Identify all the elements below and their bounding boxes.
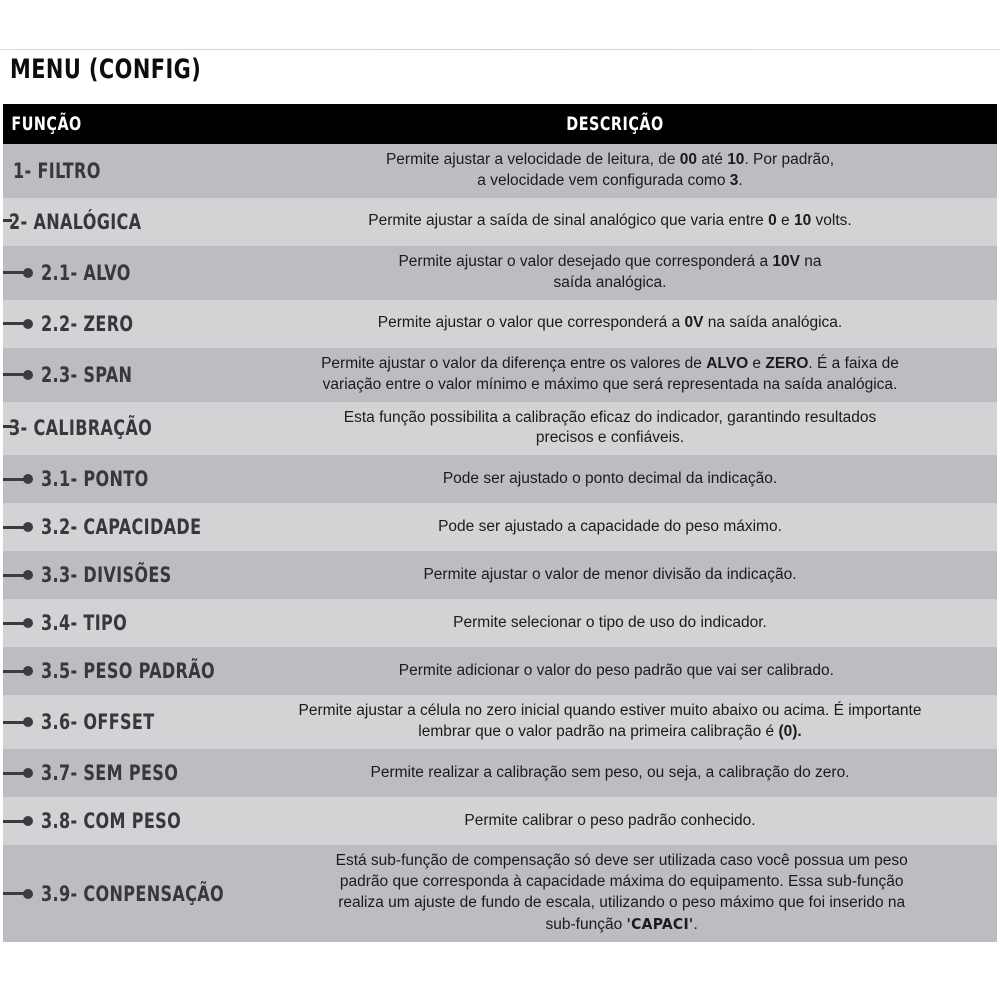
bullet-dot-icon	[23, 268, 33, 278]
function-cell	[3, 210, 233, 234]
function-cell	[3, 467, 233, 491]
table-row	[3, 455, 997, 503]
line-dot-bullet-icon	[3, 370, 37, 380]
function-code-label: 2.3- SPAN	[41, 362, 133, 387]
bullet-dot-icon	[23, 816, 33, 826]
table-header-row	[3, 104, 997, 144]
bullet-dot-icon	[23, 768, 33, 778]
description-cell: Permite ajustar o valor que corresponderá a 0V na saída analógica.	[377, 314, 843, 332]
function-code-label: 1- FILTRO	[13, 158, 101, 183]
function-cell	[3, 809, 233, 833]
description-cell: Permite ajustar o valor da diferença entre os valores de ALVO e ZERO. É a faixa de variação entre o valor mínimo e máximo que será representada na saída analógica.	[321, 354, 899, 393]
table-row	[3, 246, 997, 300]
function-code-label: 3.5- PESO PADRÃO	[41, 659, 216, 684]
top-divider	[0, 49, 1000, 50]
line-dot-bullet-icon	[3, 717, 37, 727]
line-dot-bullet-icon	[3, 522, 37, 532]
function-code-label: 3.7- SEM PESO	[41, 761, 179, 786]
function-code-label: 2- ANALÓGICA	[9, 209, 142, 234]
description-cell: Permite realizar a calibração sem peso, ou seja, a calibração do zero.	[370, 763, 850, 781]
description-cell: Permite calibrar o peso padrão conhecido.	[464, 811, 756, 829]
line-dot-bullet-icon	[3, 768, 37, 778]
description-cell: Permite adicionar o valor do peso padrão que vai ser calibrado.	[398, 661, 834, 679]
description-cell: Pode ser ajustado o ponto decimal da indicação.	[442, 469, 778, 487]
table-row	[3, 647, 997, 695]
function-cell	[3, 710, 233, 734]
bullet-dot-icon	[23, 474, 33, 484]
config-menu-table	[3, 104, 997, 942]
function-cell	[3, 312, 233, 336]
function-cell	[3, 515, 233, 539]
page-title: MENU (CONFIG)	[10, 54, 202, 85]
line-dot-bullet-icon	[3, 666, 37, 676]
function-code-label: 2.2- ZERO	[41, 311, 134, 336]
table-row	[3, 551, 997, 599]
table-row	[3, 749, 997, 797]
line-dot-bullet-icon	[3, 319, 37, 329]
table-row	[3, 797, 997, 845]
table-row	[3, 599, 997, 647]
function-code-label: 3.2- CAPACIDADE	[41, 515, 202, 540]
description-cell: Permite selecionar o tipo de uso do indicador.	[453, 613, 767, 631]
function-cell	[3, 882, 256, 906]
function-cell	[3, 761, 233, 785]
line-dot-bullet-icon	[3, 570, 37, 580]
function-code-label: 3.4- TIPO	[41, 611, 128, 636]
bullet-dot-icon	[23, 522, 33, 532]
function-cell	[3, 261, 233, 285]
description-cell: Permite ajustar a célula no zero inicial quando estiver muito abaixo ou acima. É importante lembrar que o valor padrão na primeira calibração é (0).	[298, 702, 922, 741]
bullet-dot-icon	[23, 717, 33, 727]
function-code-label: 2.1- ALVO	[41, 260, 131, 285]
table-row	[3, 503, 997, 551]
table-row	[3, 300, 997, 348]
description-cell: Permite ajustar a saída de sinal analógico que varia entre 0 e 10 volts.	[368, 212, 852, 230]
bullet-dot-icon	[23, 666, 33, 676]
table-row	[3, 198, 997, 246]
description-cell: Permite ajustar o valor desejado que corresponderá a 10V na saída analógica.	[398, 252, 822, 291]
function-cell	[3, 611, 233, 635]
table-row	[3, 348, 997, 402]
function-cell	[3, 363, 233, 387]
function-code-label: 3.3- DIVISÕES	[41, 563, 172, 588]
column-header-description: DESCRIÇÃO	[566, 113, 664, 135]
description-cell: Permite ajustar o valor de menor divisão da indicação.	[423, 565, 797, 583]
bullet-dot-icon	[23, 370, 33, 380]
line-dot-bullet-icon	[3, 474, 37, 484]
bullet-dot-icon	[23, 618, 33, 628]
description-cell: Esta função possibilita a calibração eficaz do indicador, garantindo resultados precisos e confiáveis.	[343, 408, 877, 447]
description-cell: Pode ser ajustado a capacidade do peso máximo.	[438, 517, 782, 535]
table-row	[3, 144, 997, 198]
table-row	[3, 695, 997, 749]
function-cell	[3, 159, 233, 183]
description-cell: Permite ajustar a velocidade de leitura, de 00 até 10. Por padrão, a velocidade vem configurada como 3.	[385, 151, 835, 189]
function-cell	[3, 659, 246, 683]
function-cell	[3, 416, 233, 440]
table-row	[3, 845, 997, 942]
bullet-dot-icon	[23, 570, 33, 580]
line-dot-bullet-icon	[3, 816, 37, 826]
function-code-label: 3- CALIBRAÇÃO	[9, 416, 153, 441]
bullet-dot-icon	[23, 889, 33, 899]
line-dot-bullet-icon	[3, 889, 37, 899]
line-dot-bullet-icon	[3, 268, 37, 278]
function-code-label: 3.9- CONPENSAÇÃO	[41, 881, 225, 906]
bullet-dot-icon	[23, 319, 33, 329]
table-body	[3, 144, 997, 942]
function-code-label: 3.8- COM PESO	[41, 809, 182, 834]
line-dot-bullet-icon	[3, 618, 37, 628]
function-cell	[3, 563, 233, 587]
function-code-label: 3.6- OFFSET	[41, 710, 155, 735]
column-header-function: FUNÇÃO	[11, 113, 82, 135]
function-code-label: 3.1- PONTO	[41, 467, 149, 492]
description-cell: Está sub-função de compensação só deve ser utilizada caso você possua um peso padrão que corresponda à capacidade máxima do equipamento. Essa sub-função realiza um ajuste de fundo de escala, utilizando o peso máximo que foi inserido na sub-função 'CAPACI'.	[335, 852, 908, 933]
table-row	[3, 402, 997, 456]
